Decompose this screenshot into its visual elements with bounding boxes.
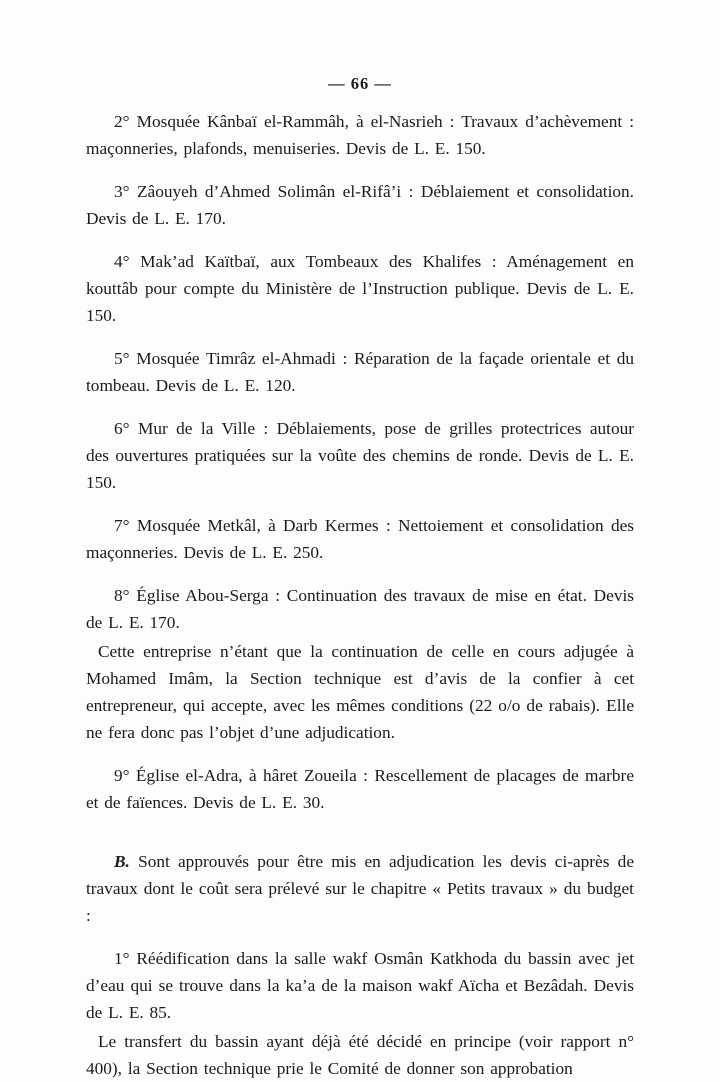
paragraph-item-9: 9° Église el-Adra, à hâret Zoueila : Rescellement de placages de marbre et de faïences. Devis de L. E. 30. [86,766,634,812]
paragraph-item-1: 1° Réédification dans la salle wakf Osmân Katkhoda du bassin avec jet d’eau qui se trouve dans la ka’a de la maison wakf Aïcha et Bezâdah. Devis de L. E. 85. [86,949,634,1022]
document-page [86,0,634,1082]
paragraph-continuation-8: Cette entreprise n’étant que la continuation de celle en cours adjugée à Mohamed Imâm, la Section technique est d’avis de la confier à cet entrepreneur, qui accepte, avec les mêmes conditions (22 o/o de rabais). Elle ne fera donc pas l’objet d’une adjudication. [86,642,634,742]
paragraph-section-b [86,848,634,929]
paragraph-section-b-text: Sont approuvés pour être mis en adjudication les devis ci-après de travaux dont le coût sera prélevé sur le chapitre « Petits travaux » du budget : [86,852,634,925]
page-number: — 66 — [328,74,392,93]
paragraph-item-6: 6° Mur de la Ville : Déblaiements, pose de grilles protectrices autour des ouvertures pratiquées sur la voûte des chemins de ronde. Devis de L. E. 150. [86,419,634,492]
paragraph-item-7: 7° Mosquée Metkâl, à Darb Kermes : Nettoiement et consolidation des maçonneries. Devis de L. E. 250. [86,516,634,562]
paragraph-item-8: 8° Église Abou-Serga : Continuation des travaux de mise en état. Devis de L. E. 170. [86,586,634,632]
paragraph-item-4: 4° Mak’ad Kaïtbaï, aux Tombeaux des Khalifes : Aménagement en kouttâb pour compte du Ministère de l’Instruction publique. Devis de L. E. 150. [86,252,634,325]
section-letter-b: B. [114,852,130,871]
paragraph-item-5: 5° Mosquée Timrâz el-Ahmadi : Réparation de la façade orientale et du tombeau. Devis de L. E. 120. [86,349,634,395]
paragraph-item-3: 3° Zâouyeh d’Ahmed Solimân el-Rifâ’i : Déblaiement et consolidation. Devis de L. E. 170. [86,182,634,228]
paragraph-continuation-1: Le transfert du bassin ayant déjà été décidé en principe (voir rapport n° 400), la Section technique prie le Comité de donner son approbation [86,1032,634,1078]
paragraph-item-2: 2° Mosquée Kânbaï el-Rammâh, à el-Nasrieh : Travaux d’achèvement : maçonneries, plafonds, menuiseries. Devis de L. E. 150. [86,112,634,158]
